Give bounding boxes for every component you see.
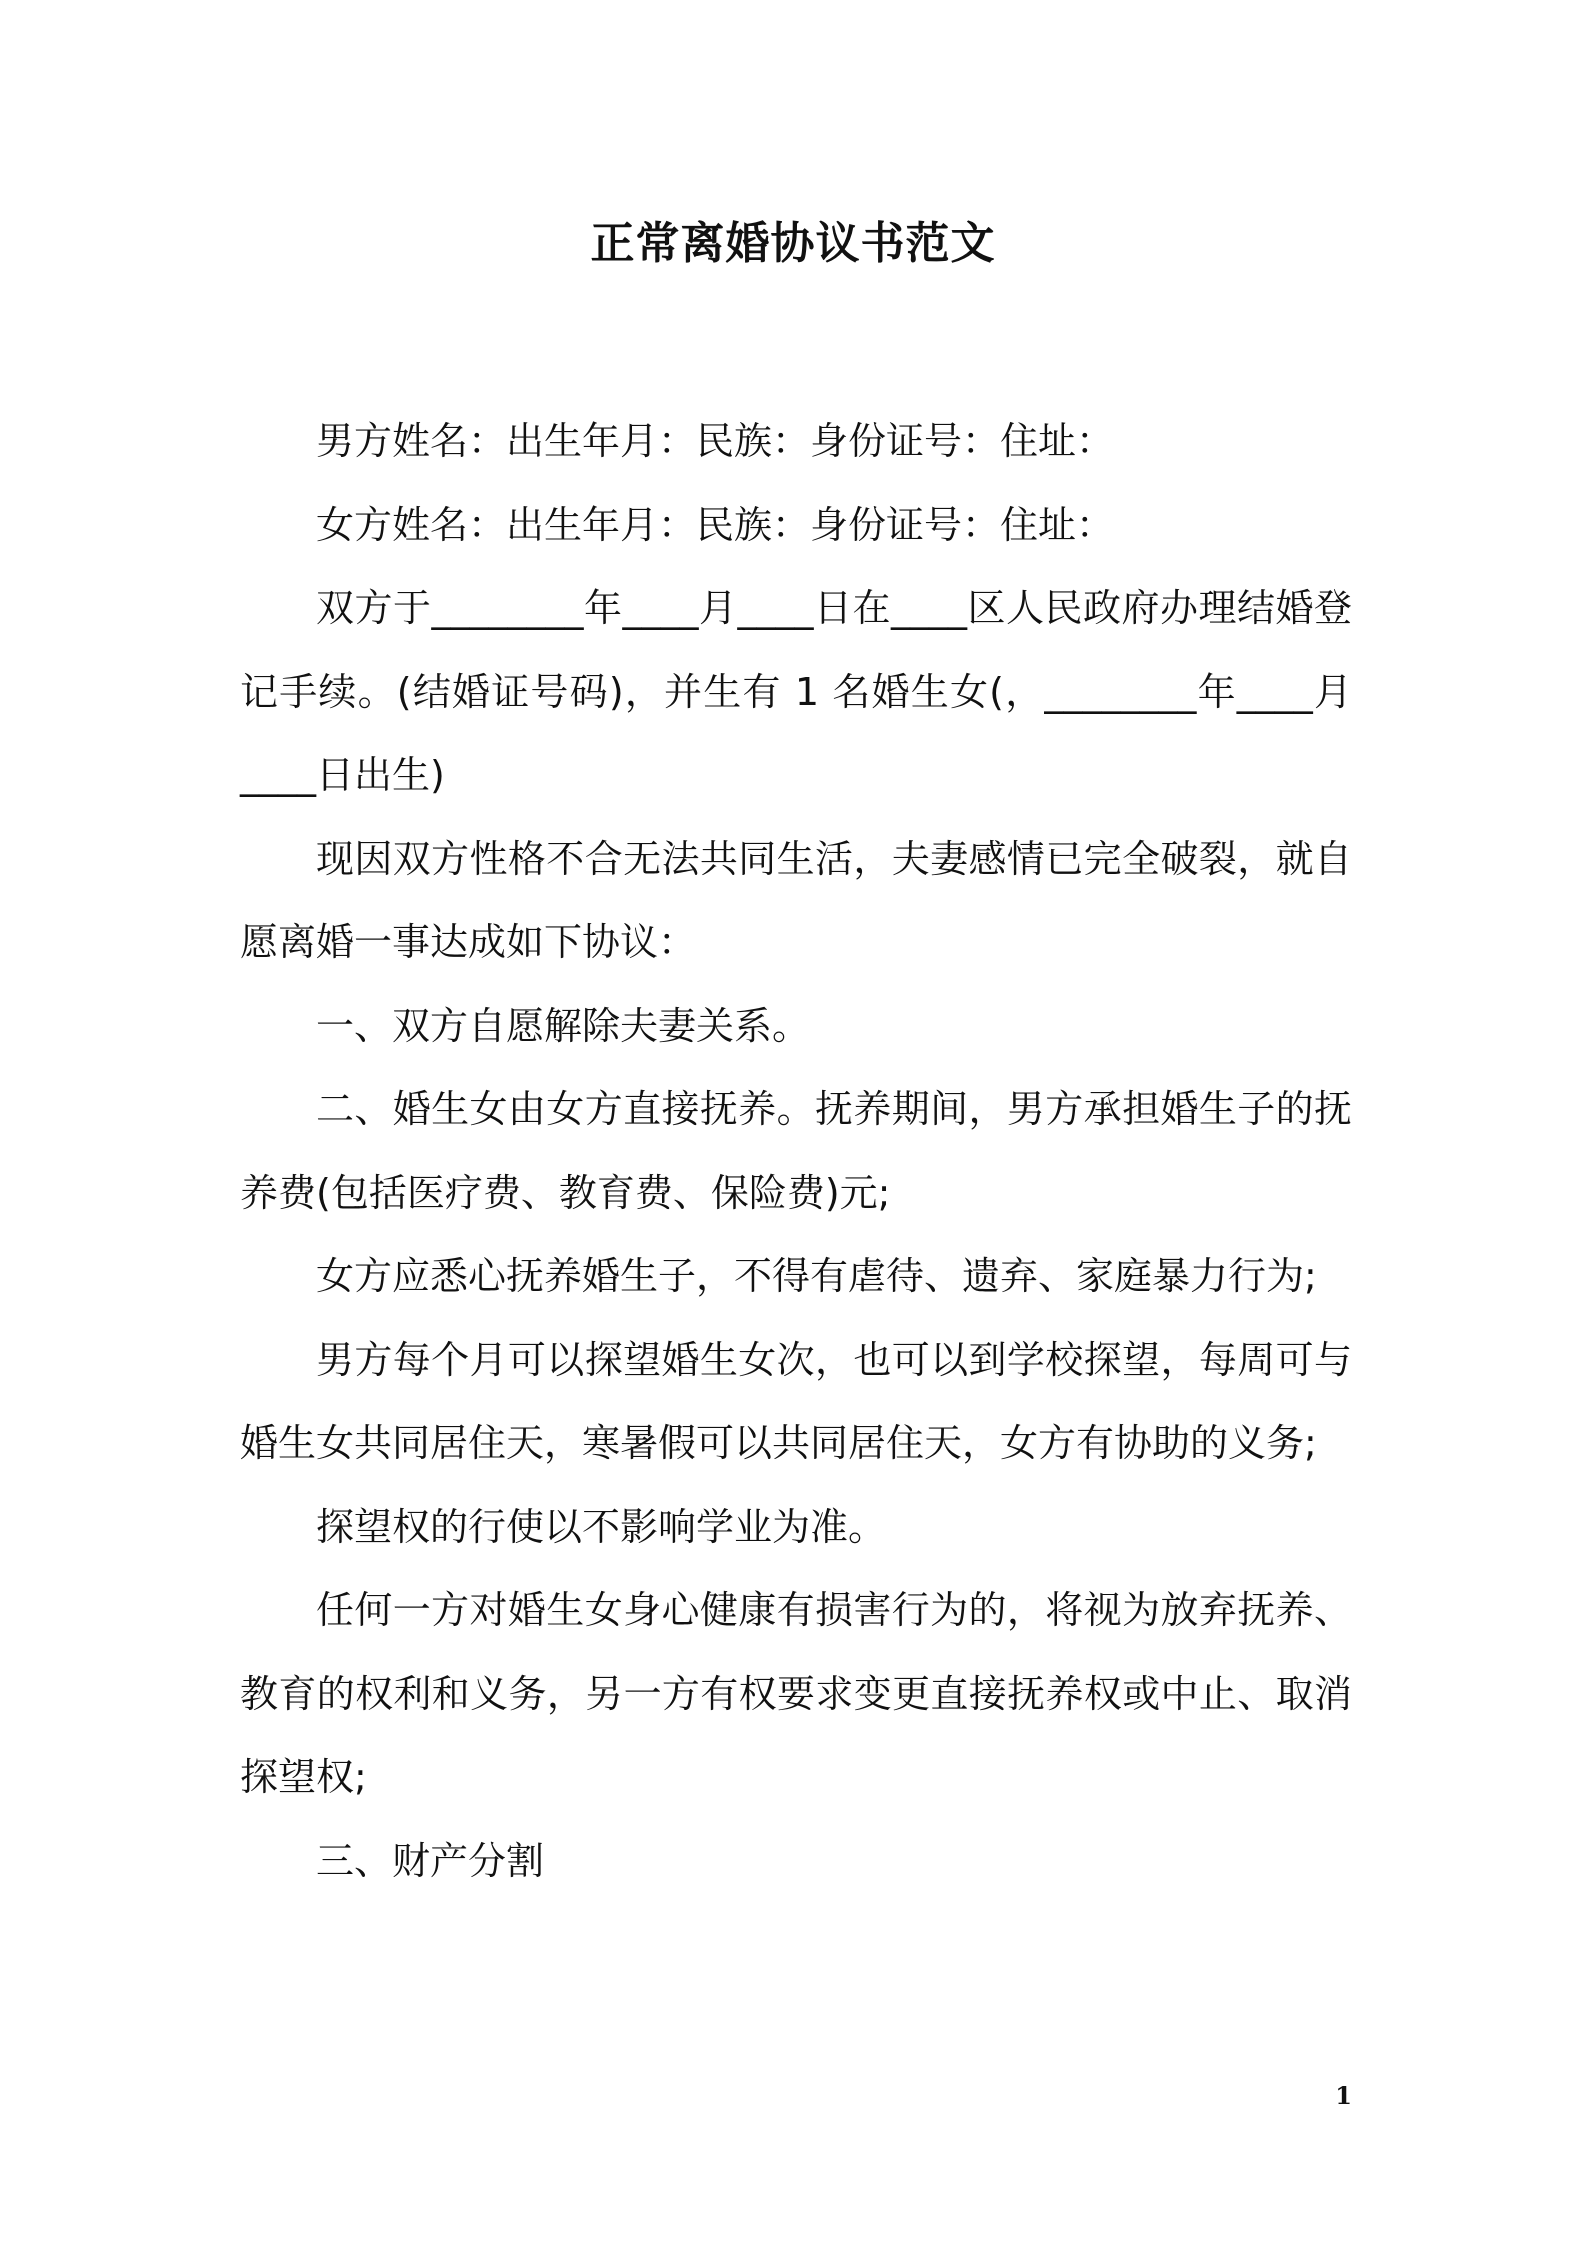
clause-two: 二、婚生女由女方直接抚养。抚养期间，男方承担婚生子的抚养费(包括医疗费、教育费、保险费)元; <box>240 1087 1352 1215</box>
paragraph-marriage-registration: 双方于________年____月____日在____区人民政府办理结婚登记手续。(结婚证号码)，并生有 1 名婚生女(，________年____月____日出生) <box>240 586 1352 797</box>
paragraph-divorce-reason: 现因双方性格不合无法共同生活，夫妻感情已完全破裂，就自愿离婚一事达成如下协议： <box>240 836 1352 964</box>
page-number: 1 <box>1335 2081 1352 2110</box>
clause-one: 一、双方自愿解除夫妻关系。 <box>316 1003 811 1048</box>
paragraph-female-duty: 女方应悉心抚养婚生子，不得有虐待、遗弃、家庭暴力行为; <box>316 1254 1317 1298</box>
clause-three: 三、财产分割 <box>316 1838 545 1883</box>
paragraph-male-info: 男方姓名：出生年月：民族：身份证号：住址： <box>316 419 1115 463</box>
document-body <box>240 400 1352 1903</box>
paragraph-visitation-limit: 探望权的行使以不影响学业为准。 <box>316 1504 887 1549</box>
paragraph-custody-change: 任何一方对婚生女身心健康有损害行为的，将视为放弃抚养、教育的权利和义务，另一方有权要求变更直接抚养权或中止、取消探望权; <box>240 1588 1352 1799</box>
document-title: 正常离婚协议书范文 <box>590 218 996 269</box>
paragraph-female-info: 女方姓名：出生年月：民族：身份证号：住址： <box>316 502 1115 547</box>
paragraph-visitation: 男方每个月可以探望婚生女次，也可以到学校探望，每周可与婚生女共同居住天，寒暑假可以共同居住天，女方有协助的义务; <box>240 1337 1352 1465</box>
